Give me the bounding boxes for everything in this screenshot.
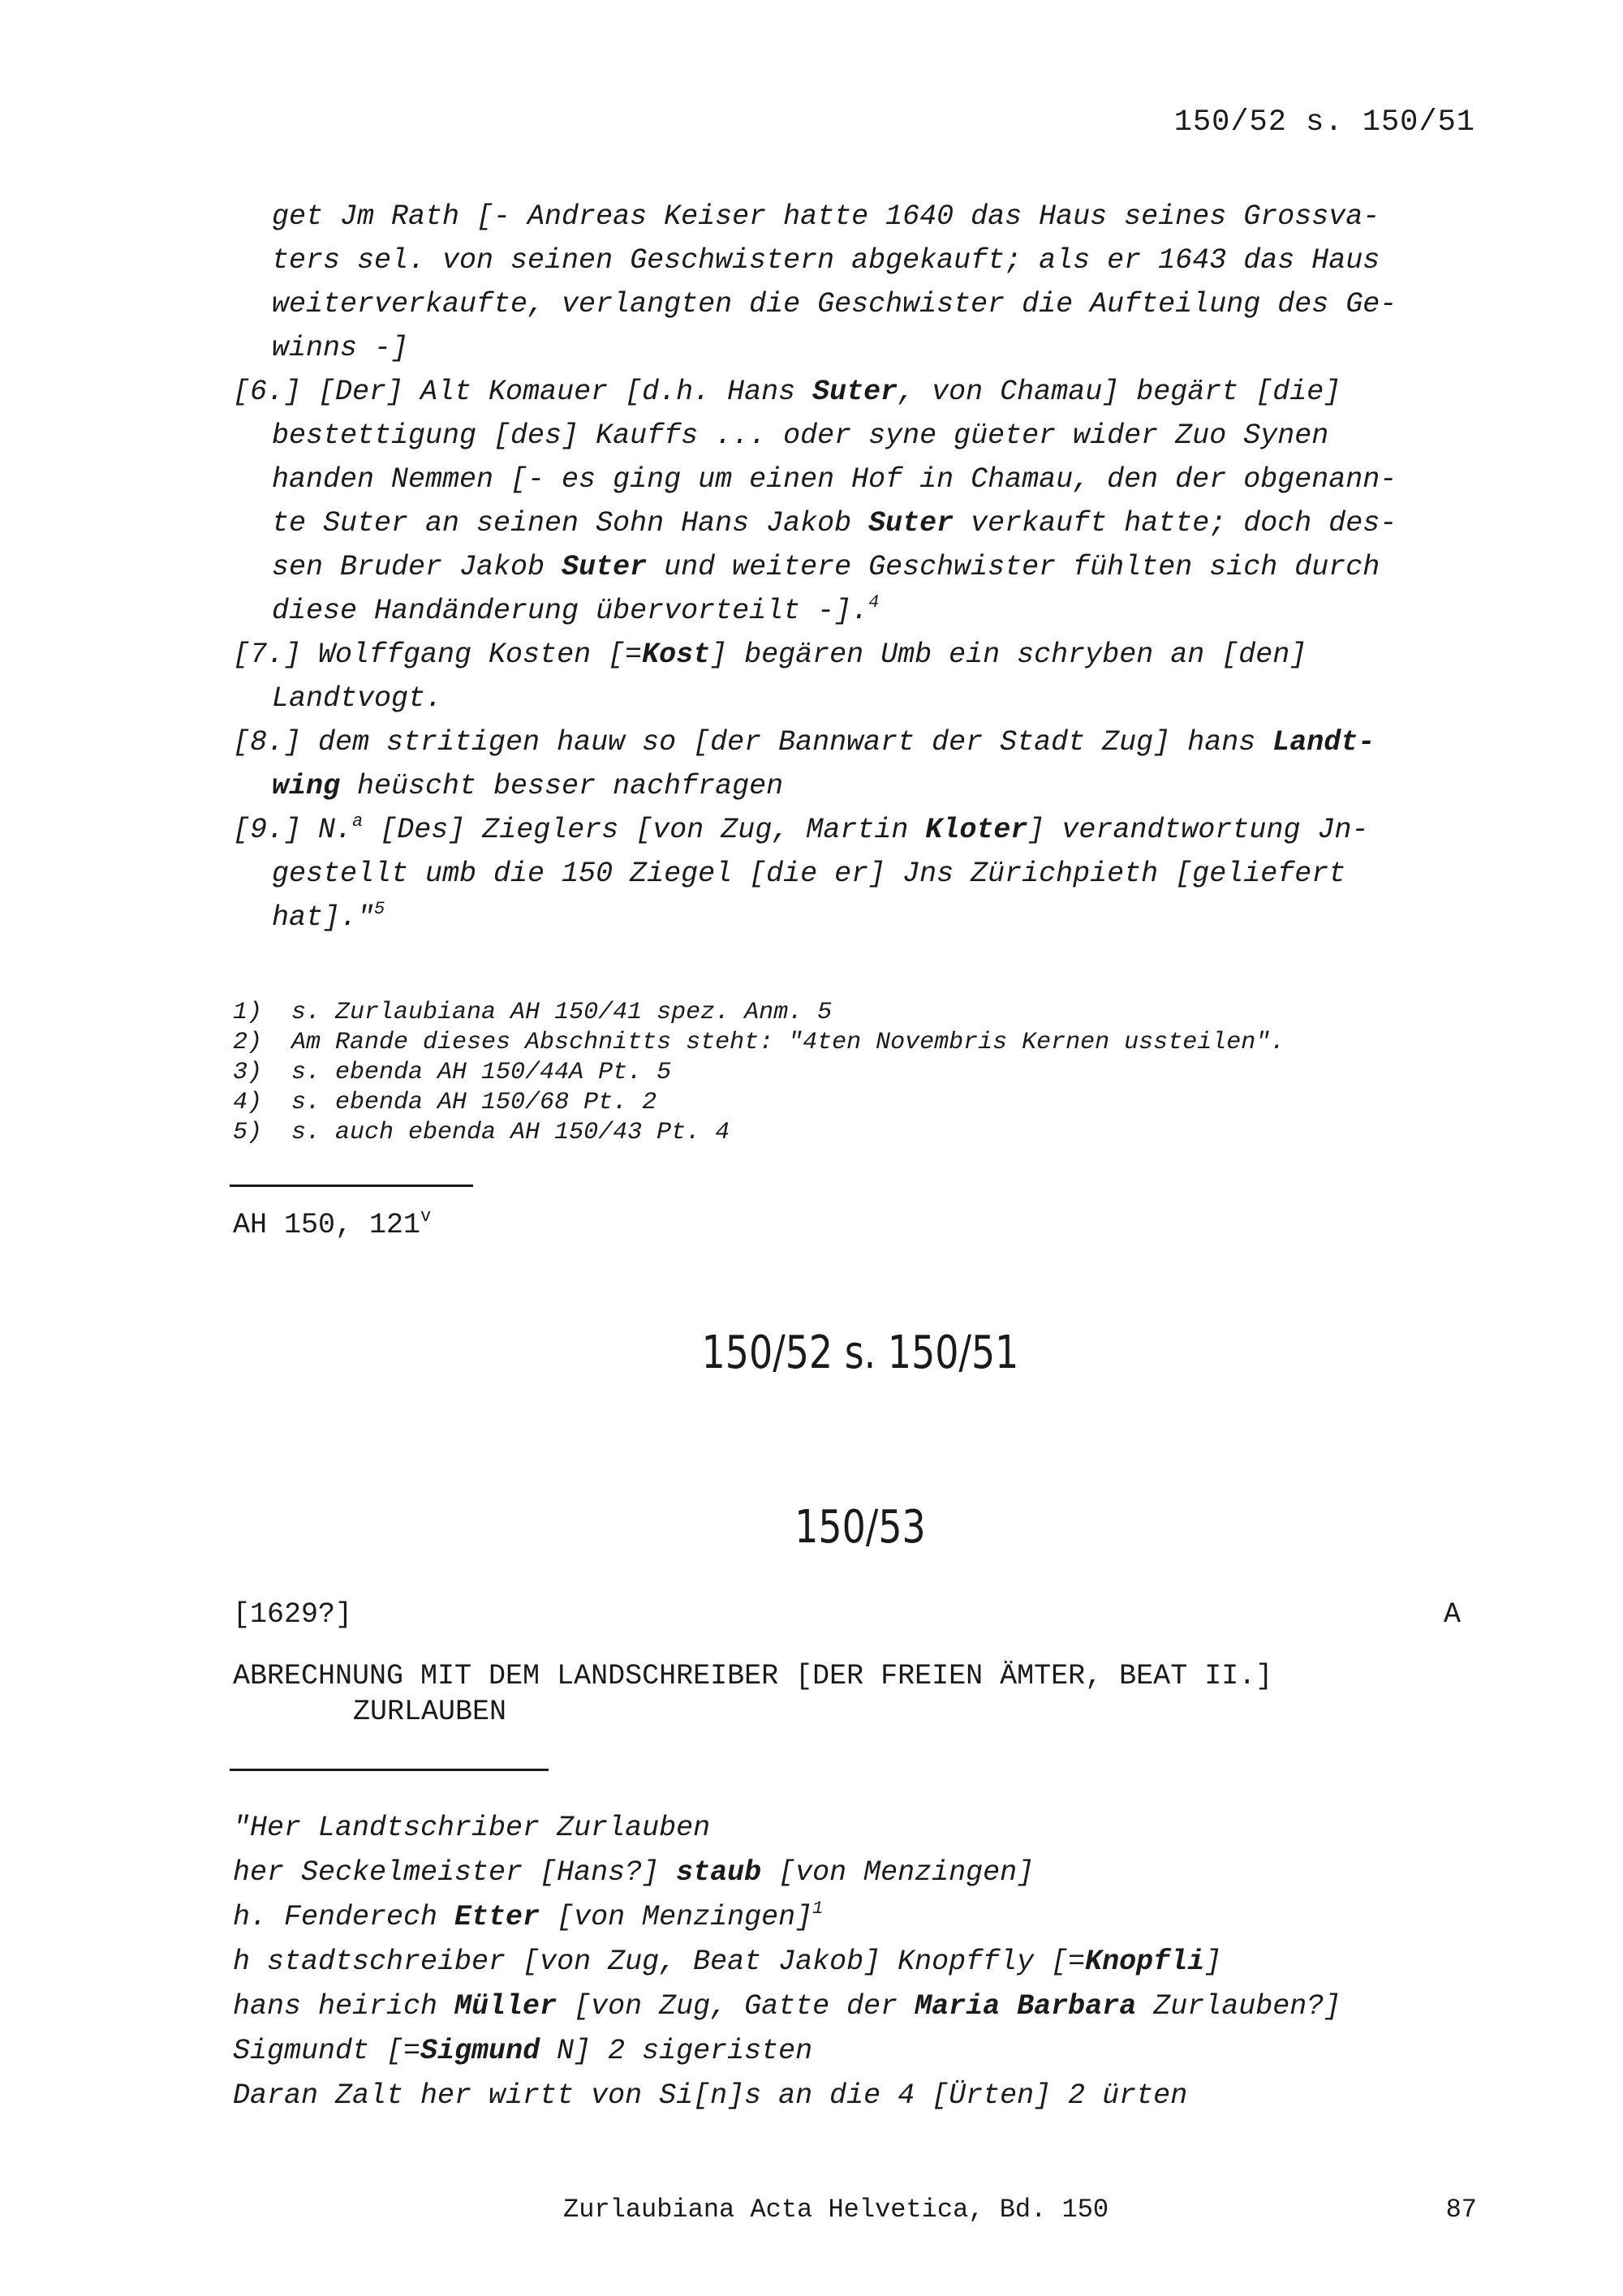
footnote-marker: a (352, 811, 364, 832)
footnotes (233, 998, 1285, 1148)
entry-7: [7.] Wolffgang Kosten [=Kost] begären Umb ein schryben an [den] Landtvogt. (233, 638, 1307, 715)
separator-rule (230, 1769, 549, 1771)
running-header: 150/52 s. 150/51 (1173, 105, 1475, 140)
list-item: her Seckelmeister [Hans?] staub [von Menzingen] (233, 1856, 1035, 1889)
entries-block (233, 370, 1474, 939)
document-number-heading: 150/53 (794, 1501, 926, 1554)
entry-6: [6.] [Der] Alt Komauer [d.h. Hans Suter, von Chamau] begärt [die] bestettigung [des] Kauffs ... oder syne güeter wider Zuo Synen handen Nemmen [- es ging um einen Hof in Chamau, den der obgenann- te Suter an seinen Sohn Hans Jakob Suter verkauft hatte; doch des- sen Bruder Jakob Suter und weitere Geschwister fühlten sich durch diese Handänderung übervorteilt -].$^4$ (233, 376, 1397, 627)
separator-rule (230, 1185, 473, 1187)
cross-reference-heading: 150/52 s. 150/51 (701, 1326, 1019, 1379)
footer-title: Zurlaubiana Acta Helvetica, Bd. 150 (563, 2195, 1109, 2225)
entry-9: [9.] N.$^a$ [Des] Zieglers [von Zug, Martin Kloter] verandtwortung Jn- gestellt umb die 150 Ziegel [die er] Jns Zürichpieth [geliefert hat]."$^5$ (233, 811, 1369, 934)
name-list (233, 1806, 1341, 2118)
source-reference: AH 150, 121$^v$ (233, 1206, 432, 1241)
footnote-marker: 1 (812, 1898, 824, 1919)
footnote: 1) s. Zurlaubiana AH 150/41 spez. Anm. 5 (233, 999, 833, 1026)
document-type-letter: A (1443, 1598, 1461, 1631)
footnote: 5) s. auch ebenda AH 150/43 Pt. 4 (233, 1119, 730, 1146)
list-item: "Her Landtschriber Zurlauben (233, 1812, 711, 1844)
page-number: 87 (1445, 2195, 1477, 2225)
footnote-marker: 4 (868, 592, 880, 613)
list-item: Sigmundt [=Sigmund N] 2 sigeristen (233, 2035, 813, 2067)
list-item: h. Fenderech Etter [von Menzingen]$^1$ (233, 1898, 824, 1933)
text-line: winns -] (272, 332, 409, 364)
footnote-marker: 5 (374, 899, 385, 919)
text-line: weiterverkaufte, verlangten die Geschwister die Aufteilung des Ge- (272, 288, 1397, 320)
list-item: hans heirich Müller [von Zug, Gatte der Maria Barbara Zurlauben?] (233, 1990, 1341, 2023)
continuation-text (233, 195, 1474, 370)
text-line: get Jm Rath [- Andreas Keiser hatte 1640 das Haus seines Grossva- (272, 200, 1380, 233)
document-date: [1629?] (233, 1598, 353, 1631)
footnote: 2) Am Rande dieses Abschnitts steht: "4ten Novembris Kernen ussteilen". (233, 1029, 1285, 1056)
footnote: 4) s. ebenda AH 150/68 Pt. 2 (233, 1089, 657, 1116)
document-title: ABRECHNUNG MIT DEM LANDSCHREIBER [DER FREIEN ÄMTER, BEAT II.] ZURLAUBEN (233, 1660, 1273, 1728)
footnote: 3) s. ebenda AH 150/44A Pt. 5 (233, 1059, 672, 1086)
list-item: Daran Zalt her wirtt von Si[n]s an die 4 [Ürten] 2 ürten (233, 2079, 1188, 2112)
entry-8: [8.] dem stritigen hauw so [der Bannwart der Stadt Zug] hans Landt- wing heüscht besser nachfragen (233, 726, 1375, 802)
list-item: h stadtschreiber [von Zug, Beat Jakob] Knopffly [=Knopfli] (233, 1946, 1222, 1978)
text-line: ters sel. von seinen Geschwistern abgekauft; als er 1643 das Haus (272, 244, 1380, 277)
